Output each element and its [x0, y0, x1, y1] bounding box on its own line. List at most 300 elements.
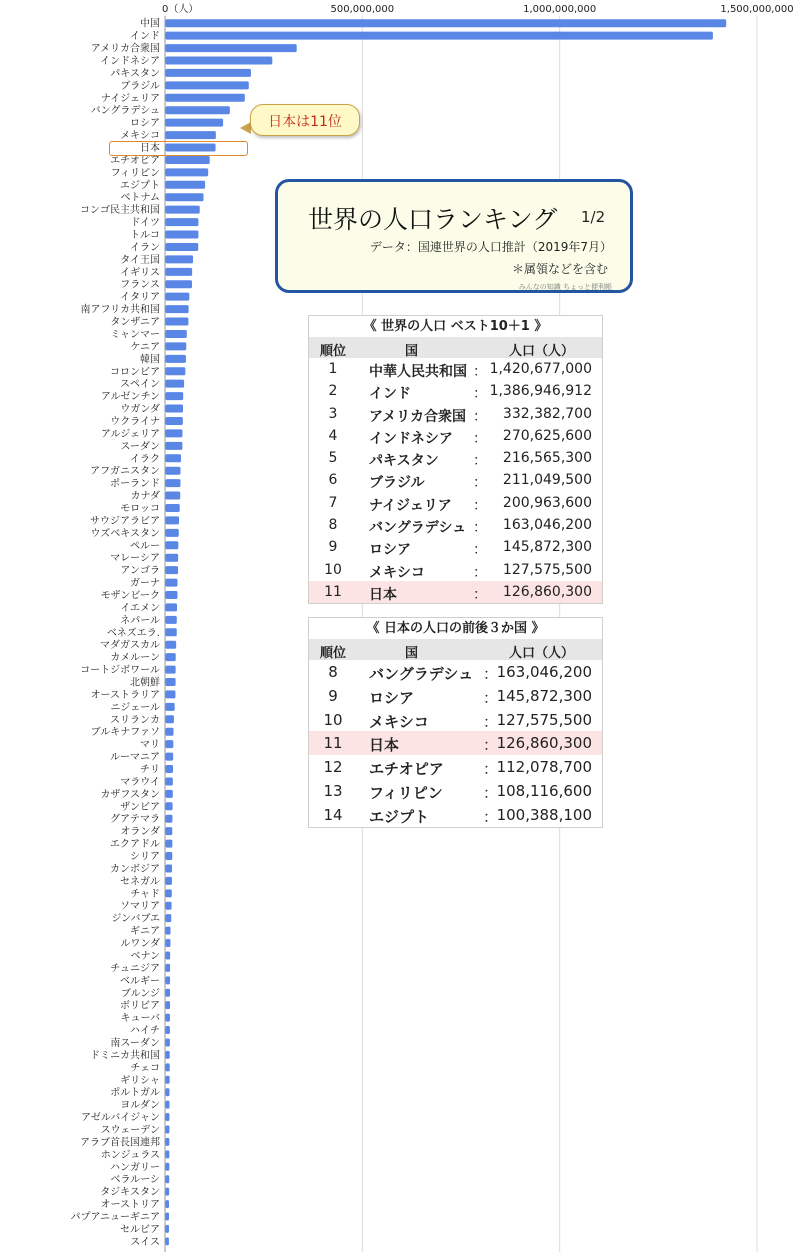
colon-cell: ：: [483, 807, 499, 826]
country-cell: ナイジェリア: [369, 497, 452, 514]
bar: [166, 889, 172, 897]
bar: [166, 1051, 170, 1059]
country-cell: ロシア: [369, 688, 415, 707]
header-population: 人口（人）: [509, 646, 575, 661]
category-label: ポーランド: [110, 478, 160, 490]
bar: [166, 728, 174, 736]
bar: [166, 1125, 170, 1133]
category-label: オランダ: [120, 826, 160, 838]
bar: [166, 268, 193, 276]
category-label: オーストラリア: [90, 689, 160, 701]
bar: [166, 877, 172, 885]
bar: [166, 156, 210, 164]
table-row: [309, 684, 602, 708]
rank-cell: 11: [323, 734, 343, 753]
table-row: [309, 447, 602, 469]
category-label: ペルー: [130, 540, 160, 552]
country-cell: インド: [369, 386, 411, 403]
colon-cell: ：: [473, 364, 487, 380]
category-label: カザフスタン: [100, 789, 160, 801]
bar: [166, 32, 713, 40]
population-cell: 200,963,600: [502, 494, 592, 511]
bar: [166, 927, 171, 935]
table-row: [309, 803, 602, 827]
bar: [166, 1088, 170, 1096]
category-label: サウジアラビア: [90, 515, 160, 527]
category-label: フィリピン: [110, 167, 160, 179]
country-cell: バングラデシュ: [369, 520, 467, 537]
table-row: [309, 403, 602, 425]
category-label: 中国: [140, 18, 160, 30]
country-cell: 日本: [369, 586, 397, 603]
table-row: [309, 514, 602, 536]
category-label: ベラルーシ: [110, 1174, 160, 1186]
colon-cell: ：: [473, 497, 487, 514]
category-label: マダガスカル: [100, 640, 160, 652]
table-row: [309, 492, 602, 514]
category-label: チェコ: [130, 1062, 160, 1074]
colon-cell: ：: [473, 520, 487, 537]
bar: [166, 442, 183, 450]
bar: [166, 206, 200, 214]
category-label: ブラジル: [120, 80, 160, 92]
table-row: [309, 358, 602, 380]
bar: [166, 541, 179, 549]
x-tick-label: 1,000,000,000: [523, 4, 597, 15]
country-cell: メキシコ: [369, 712, 429, 731]
category-label: 南アフリカ共和国: [80, 304, 160, 316]
bar: [166, 429, 183, 437]
category-label: グアテマラ: [110, 814, 160, 826]
header-rank: 順位: [319, 344, 346, 359]
bar: [166, 603, 178, 611]
bar: [166, 1014, 170, 1022]
category-label: ルーマニア: [110, 752, 160, 764]
rank-cell: 14: [323, 805, 343, 824]
category-label: イラン: [130, 242, 160, 254]
bar: [166, 1063, 170, 1071]
bar: [166, 939, 171, 947]
category-label: ハンガリー: [110, 1162, 160, 1174]
bar: [166, 467, 181, 475]
category-label: セルビア: [120, 1224, 160, 1236]
bar: [166, 790, 173, 798]
bar: [166, 1113, 170, 1121]
bar: [166, 653, 176, 661]
territory-note: ＊属領などを含む: [511, 262, 608, 276]
category-label: アメリカ合衆国: [90, 43, 160, 55]
rank-cell: 7: [328, 494, 338, 511]
category-label: 南スーダン: [110, 1037, 160, 1049]
category-label: インドネシア: [100, 56, 160, 68]
category-label: 日本: [140, 143, 160, 155]
category-label: ミャンマー: [110, 329, 160, 341]
category-label: バングラデシュ: [90, 105, 160, 117]
colon-cell: ：: [473, 564, 487, 581]
category-label: ネパール: [120, 615, 160, 627]
table-row: [309, 581, 602, 603]
bar: [166, 106, 230, 114]
category-label: ギニア: [130, 926, 160, 938]
population-cell: 1,386,946,912: [489, 383, 592, 400]
category-label: タジキスタン: [100, 1187, 160, 1199]
bar: [166, 914, 172, 922]
rank-cell: 10: [324, 561, 342, 578]
bar: [166, 678, 176, 686]
bar: [166, 1038, 170, 1046]
category-label: アルゼンチン: [100, 391, 160, 403]
rank-cell: 13: [323, 781, 343, 800]
category-label: チュニジア: [110, 963, 160, 975]
bar: [166, 827, 173, 835]
header-country: 国: [405, 646, 419, 661]
category-label: イギリス: [120, 267, 160, 279]
category-label: アラブ首長国連邦: [80, 1137, 160, 1149]
population-cell: 270,625,600: [502, 427, 592, 444]
category-label: ドイツ: [130, 217, 160, 229]
colon-cell: ：: [483, 688, 499, 707]
bar: [166, 454, 182, 462]
category-label: キューバ: [120, 1013, 160, 1025]
bar: [166, 976, 171, 984]
japan-highlight-box: [109, 141, 248, 156]
category-label: ケニア: [130, 341, 160, 353]
table-row: [309, 536, 602, 558]
population-cell: 332,382,700: [502, 405, 592, 422]
category-label: ザンビア: [120, 801, 160, 813]
colon-cell: ：: [483, 712, 499, 731]
colon-cell: ：: [473, 542, 487, 559]
bar: [166, 367, 186, 375]
title-box: [275, 179, 633, 293]
category-label: 北朝鮮: [130, 677, 160, 689]
category-label: エジプト: [120, 180, 160, 192]
bar: [166, 690, 176, 698]
country-cell: インドネシア: [369, 430, 453, 447]
category-label: パプアニューギニア: [70, 1211, 160, 1223]
population-cell: 163,046,200: [502, 517, 592, 534]
country-cell: バングラデシュ: [369, 665, 474, 683]
population-cell: 127,575,500: [502, 561, 592, 578]
bar: [166, 19, 727, 27]
rank-cell: 5: [328, 450, 338, 467]
population-cell: 112,078,700: [496, 758, 592, 777]
bar: [166, 554, 179, 562]
category-label: アルジェリア: [100, 428, 160, 440]
neighbors-table: [308, 617, 603, 828]
bar: [166, 405, 183, 413]
bar: [166, 243, 199, 251]
category-label: エチオピア: [110, 155, 160, 167]
colon-cell: ：: [473, 586, 487, 603]
bar: [166, 1026, 170, 1034]
bar: [166, 131, 216, 139]
category-label: タイ王国: [120, 254, 160, 266]
category-label: マレーシア: [110, 553, 160, 565]
population-cell: 1,420,677,000: [489, 361, 592, 377]
population-cell: 127,575,500: [496, 710, 592, 729]
bar: [166, 119, 224, 127]
bar: [166, 479, 181, 487]
table-row: [309, 559, 602, 581]
country-cell: パキスタン: [369, 453, 439, 470]
category-label: マラウイ: [120, 776, 160, 788]
category-label: イタリア: [120, 292, 160, 304]
category-label: ボリビア: [120, 1000, 160, 1012]
table-title: 《 日本の人口の前後３か国 》: [366, 621, 545, 636]
rank-cell: 8: [328, 517, 338, 534]
table-row: [309, 755, 602, 779]
country-cell: フィリピン: [369, 783, 443, 802]
rank-cell: 9: [328, 539, 338, 556]
table-title: 《 世界の人口 ベスト10＋1 》: [363, 319, 548, 334]
bar: [166, 355, 186, 363]
bar: [166, 1175, 170, 1183]
category-label: ベナン: [130, 950, 160, 962]
bar: [166, 305, 189, 313]
category-label: ニジェール: [110, 702, 160, 714]
category-label: タンザニア: [110, 317, 160, 329]
category-label: ルワンダ: [120, 938, 160, 950]
bar: [166, 380, 185, 388]
bar: [166, 81, 249, 89]
bar: [166, 44, 297, 52]
table-row: [309, 779, 602, 803]
table-header: [309, 337, 602, 358]
population-cell: 163,046,200: [496, 663, 592, 681]
bar: [166, 777, 173, 785]
category-label: ベルギー: [120, 975, 160, 987]
category-label: ウクライナ: [110, 416, 160, 428]
population-cell: 145,872,300: [496, 686, 592, 705]
category-label: ウガンダ: [120, 404, 160, 416]
header-rank: 順位: [319, 646, 346, 661]
category-label: アンゴラ: [120, 565, 160, 577]
bar: [166, 330, 187, 338]
x-tick-label: 0（人）: [162, 4, 199, 15]
population-cell: 216,565,300: [502, 450, 592, 467]
bar: [166, 989, 171, 997]
colon-cell: ：: [483, 665, 499, 683]
bar: [166, 566, 179, 574]
x-tick-label: 500,000,000: [330, 4, 395, 15]
bar: [166, 715, 174, 723]
rank-cell: 2: [328, 383, 338, 400]
bar: [166, 641, 177, 649]
bar: [166, 951, 171, 959]
category-label: ブルキナファソ: [90, 727, 160, 739]
callout-text: 日本は11位: [268, 114, 342, 130]
rank-cell: 11: [324, 583, 342, 600]
colon-cell: ：: [473, 430, 487, 447]
bar: [166, 529, 179, 537]
bar: [166, 504, 180, 512]
category-label: ウズベキスタン: [90, 528, 160, 540]
category-label: ロシア: [130, 118, 160, 130]
category-label: ポルトガル: [110, 1087, 160, 1099]
category-label: エクアドル: [110, 839, 160, 851]
population-cell: 108,116,600: [496, 781, 592, 800]
data-source: データ：国連世界の人口推計（2019年7月）: [369, 240, 612, 254]
category-label: スリランカ: [110, 714, 160, 726]
category-label: ブルンジ: [120, 988, 160, 1000]
category-label: ガーナ: [130, 578, 160, 590]
category-label: ヨルダン: [120, 1100, 160, 1112]
chart-title: 世界の人口ランキング: [308, 205, 558, 234]
category-label: ベトナム: [120, 192, 160, 204]
population-cell: 211,049,500: [502, 472, 592, 489]
bar: [166, 57, 273, 65]
bar: [166, 753, 174, 761]
category-label: メキシコ: [120, 130, 160, 142]
bar: [166, 193, 204, 201]
category-label: スイス: [130, 1236, 160, 1248]
table-header: [309, 639, 602, 660]
category-label: コロンビア: [110, 366, 160, 378]
category-label: コートジボワール: [80, 665, 160, 677]
category-label: チリ: [140, 764, 160, 776]
bar: [166, 231, 199, 239]
category-label: マリ: [140, 739, 160, 751]
category-label: ナイジェリア: [100, 93, 160, 105]
bar: [166, 280, 192, 288]
category-label: コンゴ民主共和国: [80, 205, 160, 217]
country-cell: 日本: [369, 736, 400, 755]
category-label: アフガニスタン: [90, 466, 160, 478]
bar: [166, 1101, 170, 1109]
category-label: ドミニカ共和国: [90, 1050, 160, 1062]
category-label: オーストリア: [100, 1199, 160, 1211]
bar: [166, 168, 209, 176]
category-label: スウェーデン: [100, 1124, 160, 1136]
table-row: [309, 660, 602, 684]
bar: [166, 255, 194, 263]
header-country: 国: [405, 344, 419, 359]
country-cell: アメリカ合衆国: [369, 408, 467, 425]
category-label: ホンジュラス: [100, 1149, 160, 1161]
bar: [166, 802, 173, 810]
category-label: ギリシャ: [120, 1075, 160, 1087]
country-cell: エジプト: [369, 807, 430, 826]
page-indicator: 1/2: [581, 208, 606, 226]
bar: [166, 1138, 170, 1146]
bar: [166, 516, 179, 524]
bar: [166, 1150, 170, 1158]
rank-cell: 6: [328, 472, 338, 489]
bar: [166, 1001, 171, 1009]
colon-cell: ：: [473, 408, 487, 425]
category-label: アゼルバイジャン: [81, 1112, 160, 1124]
country-cell: ブラジル: [369, 475, 425, 492]
category-label: モザンビーク: [100, 590, 160, 602]
population-cell: 100,388,100: [496, 805, 592, 824]
bar: [166, 417, 183, 425]
bar: [166, 1076, 170, 1084]
bar: [166, 293, 190, 301]
bar: [166, 579, 178, 587]
rank-cell: 4: [328, 427, 338, 444]
category-label: 韓国: [140, 354, 160, 366]
category-label: スペイン: [120, 379, 160, 391]
population-cell: 126,860,300: [502, 583, 592, 600]
table-row: [309, 380, 602, 402]
bar: [166, 1237, 169, 1245]
bar: [166, 1212, 169, 1220]
table-row: [309, 425, 602, 447]
top-ranking-table: [308, 315, 603, 604]
rank-cell: 3: [328, 405, 338, 422]
bar: [166, 852, 173, 860]
colon-cell: ：: [483, 736, 499, 755]
category-label: フランス: [120, 279, 160, 291]
population-cell: 145,872,300: [502, 539, 592, 556]
bar: [166, 181, 206, 189]
table-row: [309, 708, 602, 732]
bar: [166, 1188, 170, 1196]
bar: [166, 815, 173, 823]
category-label: カメルーン: [110, 652, 160, 664]
bar: [166, 864, 173, 872]
country-cell: メキシコ: [369, 564, 425, 581]
bar: [166, 591, 178, 599]
rank-cell: 10: [323, 710, 343, 729]
bar: [166, 1225, 169, 1233]
category-label: ベネズエラ.: [106, 627, 160, 639]
country-cell: 中華人民共和国: [369, 364, 467, 380]
bar: [166, 318, 189, 326]
category-label: ソマリア: [120, 901, 160, 913]
bar: [166, 492, 181, 500]
category-label: インド: [130, 31, 160, 43]
table-row: [309, 469, 602, 491]
bar: [166, 964, 171, 972]
colon-cell: ：: [483, 760, 499, 779]
category-label: モロッコ: [120, 503, 160, 515]
colon-cell: ：: [483, 783, 499, 802]
category-label: トルコ: [130, 230, 160, 242]
category-label: ハイチ: [130, 1025, 160, 1037]
category-label: セネガル: [120, 876, 160, 888]
rank-cell: 12: [323, 758, 343, 777]
bar: [166, 1163, 170, 1171]
category-label: ジンバブエ: [111, 913, 160, 925]
category-label: イエメン: [120, 602, 160, 614]
bar: [166, 392, 184, 400]
bar: [166, 840, 173, 848]
x-tick-label: 1,500,000,000: [720, 4, 794, 15]
category-label: イラク: [130, 453, 160, 465]
colon-cell: ：: [473, 453, 487, 470]
country-cell: ロシア: [369, 542, 411, 559]
rank-cell: 1: [328, 361, 338, 377]
bar: [166, 765, 174, 773]
category-label: シリア: [130, 851, 160, 863]
country-cell: エチオピア: [369, 760, 444, 779]
population-cell: 126,860,300: [496, 734, 592, 753]
credit: みんなの知識 ちょっと便利帳: [518, 283, 612, 291]
colon-cell: ：: [473, 475, 487, 492]
header-population: 人口（人）: [509, 344, 575, 359]
bar: [166, 342, 187, 350]
bar: [166, 69, 251, 77]
category-label: チャド: [130, 888, 160, 900]
table-row: [309, 731, 602, 755]
bar: [166, 902, 172, 910]
colon-cell: ：: [473, 386, 487, 403]
bar: [166, 94, 245, 102]
bar: [166, 666, 176, 674]
rank-cell: 8: [328, 663, 338, 681]
